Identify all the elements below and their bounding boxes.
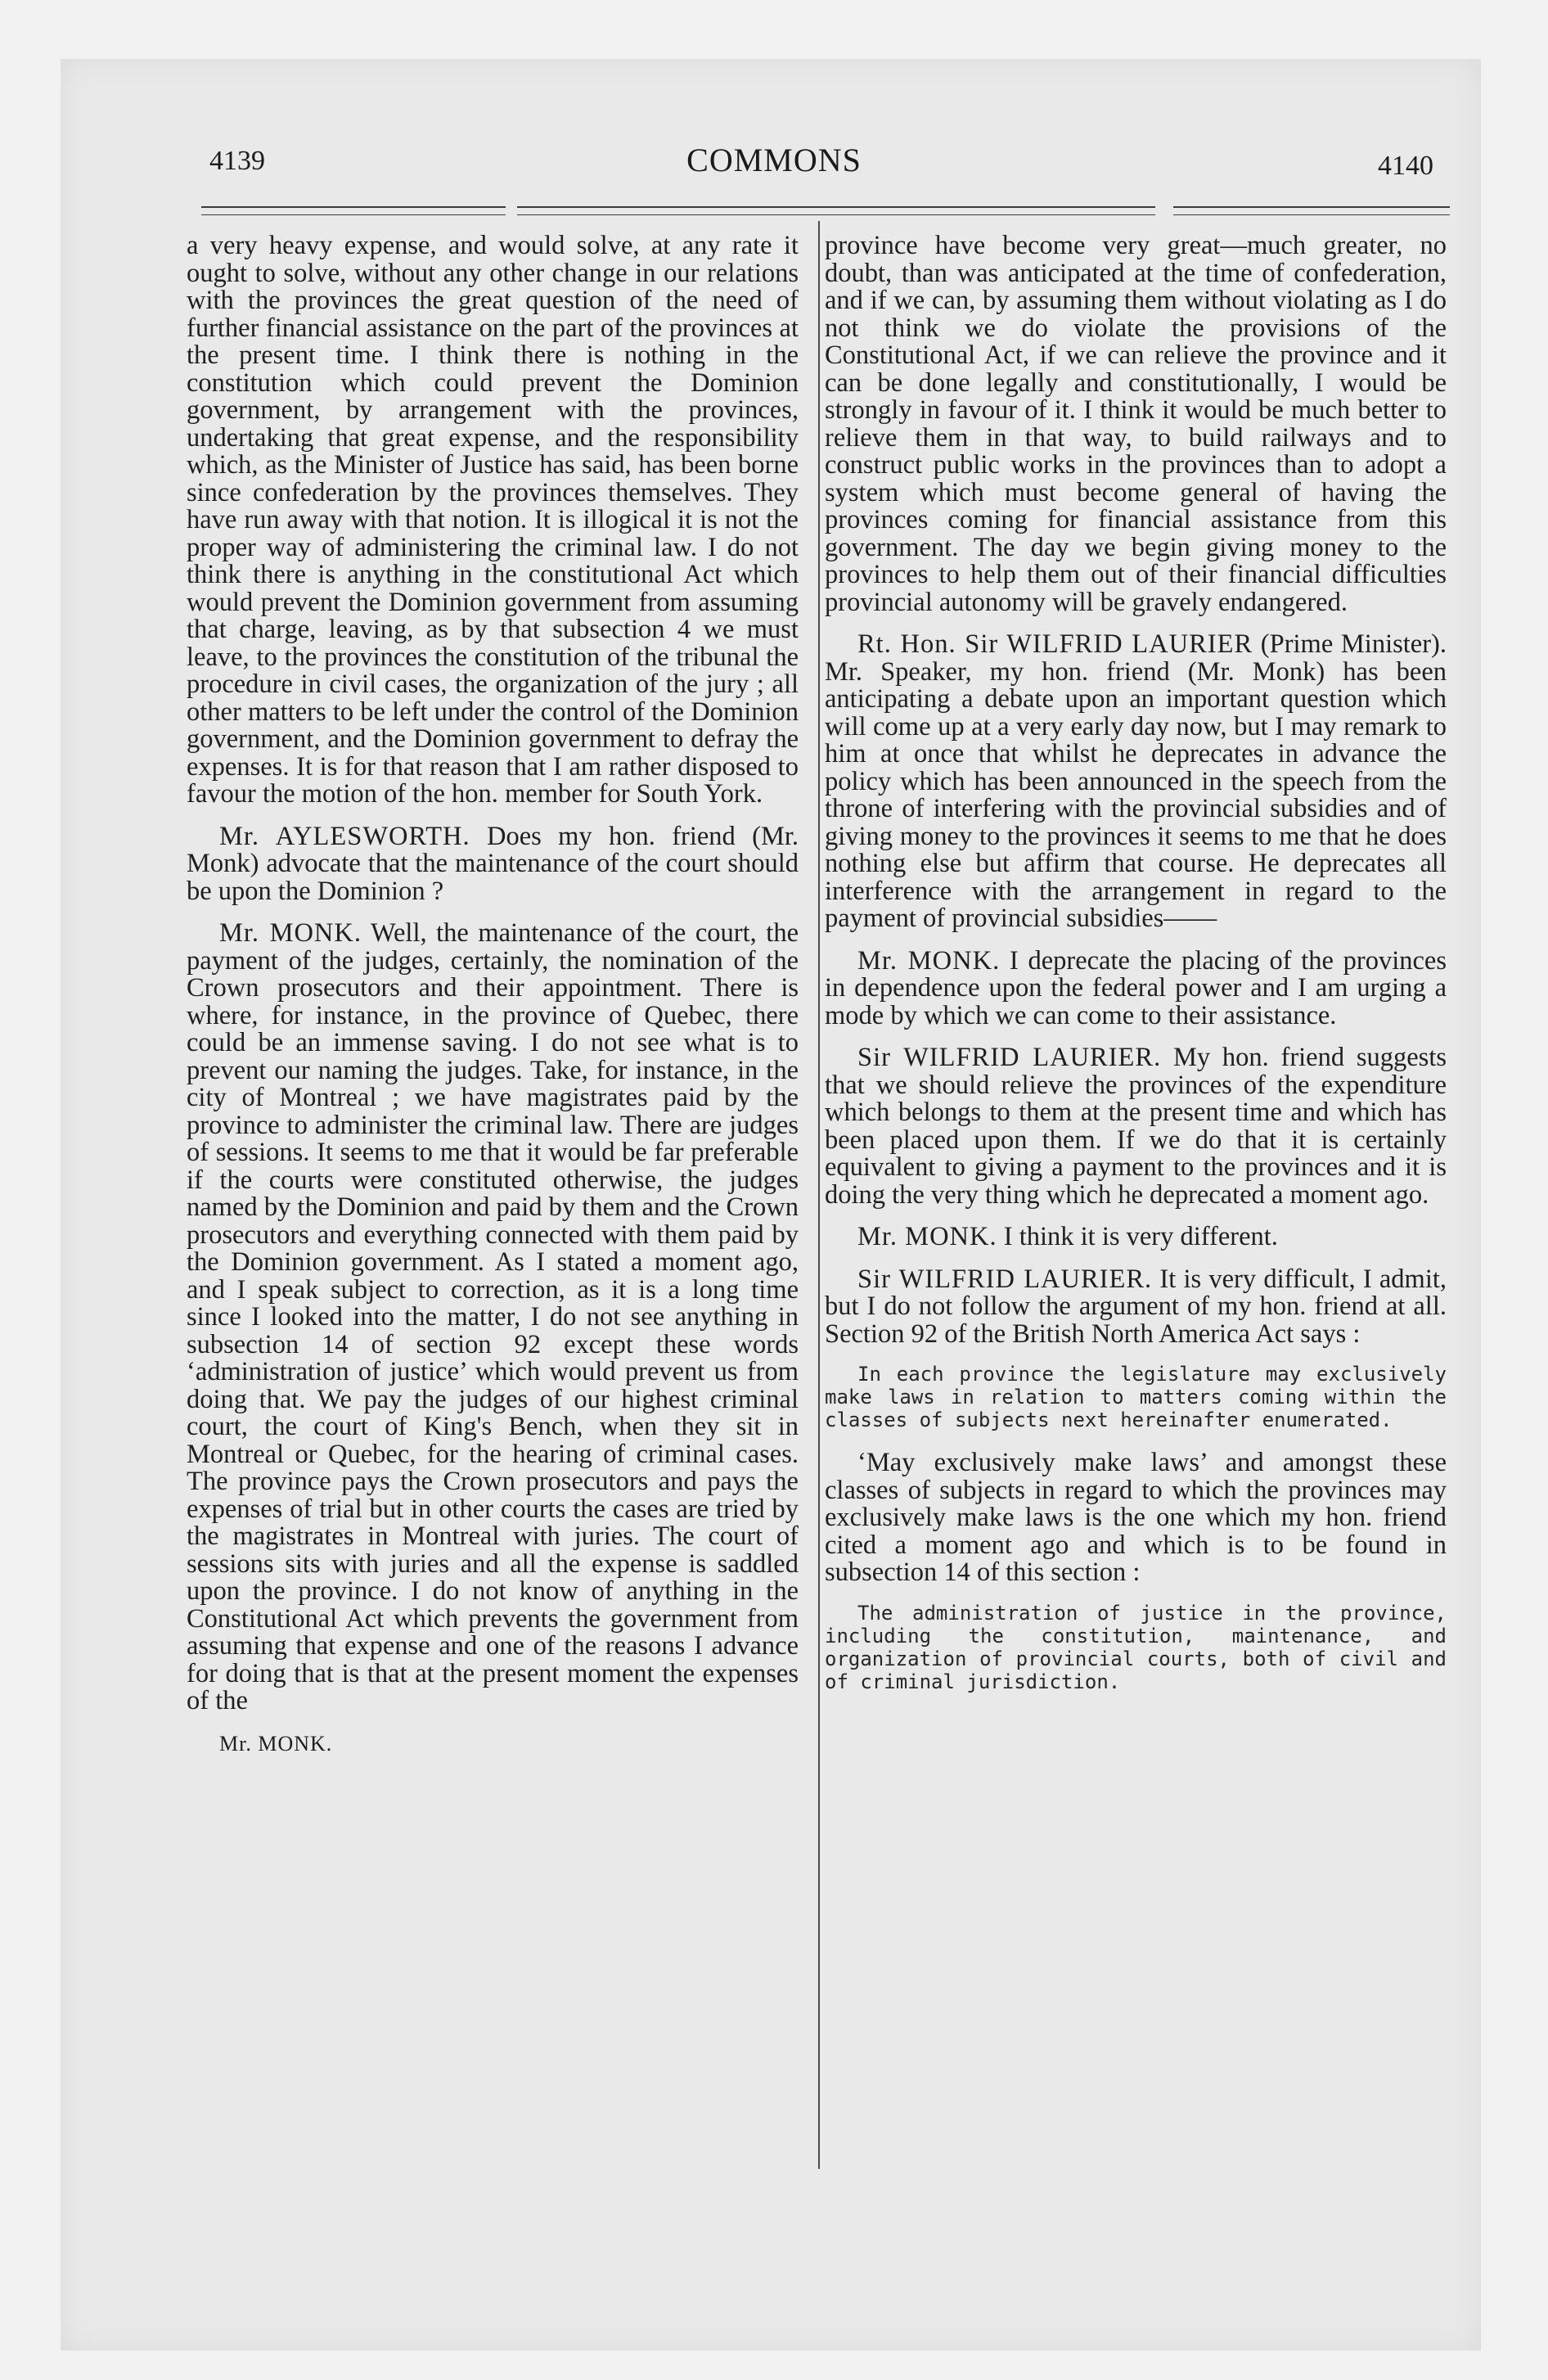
paragraph: ‘May exclusively make laws’ and amongst these classes of subjects in regard to which the provinces may exclusively make laws is the one which my hon. friend cited a moment ago and which is to be found in subsection 14 of this section : <box>825 1448 1447 1587</box>
speech-text: Does my hon. friend (Mr. Monk) advocate that the maintenance of the court should be upon the Dominion ? <box>187 821 799 906</box>
speaker-name: Sir WILFRID LAURIER. <box>857 1043 1162 1072</box>
header-rule <box>201 206 506 208</box>
column-divider <box>818 221 820 2169</box>
speaker-name: Rt. Hon. Sir WILFRID LAURIER <box>857 629 1253 659</box>
speaker-name: Sir WILFRID LAURIER. <box>857 1264 1153 1294</box>
speech-text: My hon. friend suggests that we should relieve the provinces of the expenditure which belongs to them at the present time and which has been placed upon them. If we do that it is certainly equivalent to giving a payment to the provinces and it is doing the very thing which he deprecated a moment ago. <box>825 1043 1447 1210</box>
speech-text: I think it is very different. <box>1003 1222 1278 1251</box>
paragraph: a very heavy expense, and would solve, at any rate it ought to solve, without any other change in our relations with the provinces the great question of the need of further financial assistance on the part of the provinces at the present time. I think there is nothing in the constitution which could prevent the Dominion government, by arrangement with the provinces, undertaking that great expense, and the responsibility which, as the Minister of Justice has said, has been borne since confederation by the provinces themselves. They have run away with that notion. It is illogical it is not the proper way of administering the criminal law. I do not think there is anything in the constitutional Act which would prevent the Dominion government from assuming that charge, leaving, as by that subsection 4 we must leave, to the provinces the constitution of the tribunal the procedure in civil cases, the organization of the jury ; all other matters to be left under the control of the Dominion government, and the Dominion government to defray the expenses. It is for that reason that I am rather disposed to favour the motion of the hon. member for South York. <box>187 231 799 809</box>
right-column <box>825 232 1447 1711</box>
running-title: COMMONS <box>686 142 862 178</box>
speaker-name: Mr. MONK. <box>219 918 362 948</box>
speech-text: I deprecate the placing of the provinces in dependence upon the federal power and I am urging a mode by which we can come to their assistance. <box>825 945 1447 1030</box>
page-number-left: 4139 <box>209 146 265 176</box>
speech-paragraph <box>187 920 799 1715</box>
speech-text: Mr. Speaker, my hon. friend (Mr. Monk) has been anticipating a debate upon an important question which will come up at a very early day now, but I may remark to him at once that whilst he deprecates in advance the policy which has been announced in the speech from the throne of interfering with the provincial subsidies and of giving money to the provinces it seems to me that he does nothing else but affirm that course. He deprecates all interference with the arrangement in regard to the payment of provincial subsidies—— <box>825 656 1447 933</box>
speech-text: It is very difficult, I admit, but I do not follow the argument of my hon. friend at all. Section 92 of the British North America Act says : <box>825 1264 1447 1349</box>
block-quote: The administration of justice in the province, including the constitution, maintenance, and organization of provincial courts, both of civil and of criminal jurisdiction. <box>825 1601 1447 1693</box>
left-column <box>187 232 799 1772</box>
paragraph: province have become very great—much greater, no doubt, than was anticipated at the time of confederation, and if we can, by assuming them without violating as I do not think we do violate the provisions of the Constitutional Act, if we can relieve the province and it can be done legally and constitutionally, I would be strongly in favour of it. I think it would be much better to relieve them in that way, to build railways and to construct public works in the provinces than to adopt a system which must become general of having the provinces coming for financial assistance from this government. The day we begin giving money to the provinces to help them out of their financial difficulties provincial autonomy will be gravely endangered. <box>825 231 1447 617</box>
speech-paragraph <box>825 945 1447 1030</box>
block-quote: In each province the legislature may exclusively make laws in relation to matters coming within the classes of subjects next hereinafter enumerated. <box>825 1363 1447 1431</box>
speech-text: Well, the maintenance of the court, the payment of the judges, certainly, the nomination of the Crown prosecutors and their appointment. There is where, for instance, in the province of Quebec, there could be an immense saving. I do not see what is to prevent our naming the judges. Take, for instance, in the city of Montreal ; we have magistrates paid by the province to administer the criminal law. There are judges of sessions. It seems to me that it would be far preferable if the courts were constituted otherwise, the judges named by the Dominion and paid by them and the Crown prosecutors and everything connected with them paid by the Dominion government. As I stated a moment ago, and I speak subject to correction, as it is a long time since I looked into the matter, I do not see anything in subsection 14 of section 92 except these words ‘administration of justice’ which would prevent us from doing that. We pay the judges of our highest criminal court, the court of King's Bench, when they sit in Montreal or Quebec, for the hearing of criminal cases. The province pays the Crown prosecutors and pays the expenses of trial but in other courts the cases are tried by the magistrates in Montreal with juries. The court of sessions sits with juries and all the expense is saddled upon the province. I do not know of anything in the Constitutional Act which prevents the government from assuming that expense and one of the reasons I advance for doing that is that at the present moment the expenses of the <box>187 918 799 1715</box>
speech-paragraph <box>187 823 799 906</box>
header-rule <box>1173 206 1450 208</box>
header-rule <box>1173 214 1450 215</box>
speaker-name: Mr. MONK. <box>857 1222 997 1251</box>
speaker-name: Mr. MONK. <box>857 945 1001 976</box>
speaker-role: (Prime Minister). <box>1260 629 1447 659</box>
speaker-name: Mr. AYLESWORTH. <box>219 821 470 851</box>
speech-paragraph <box>825 1224 1447 1251</box>
catchword: Mr. MONK. <box>219 1731 333 1756</box>
header-rule <box>517 214 1155 215</box>
header-rule <box>201 214 506 215</box>
speech-paragraph <box>825 1044 1447 1209</box>
header-rule <box>517 206 1155 208</box>
speech-paragraph <box>825 1266 1447 1349</box>
page-number-right: 4140 <box>1378 151 1433 181</box>
speech-paragraph <box>825 631 1447 933</box>
